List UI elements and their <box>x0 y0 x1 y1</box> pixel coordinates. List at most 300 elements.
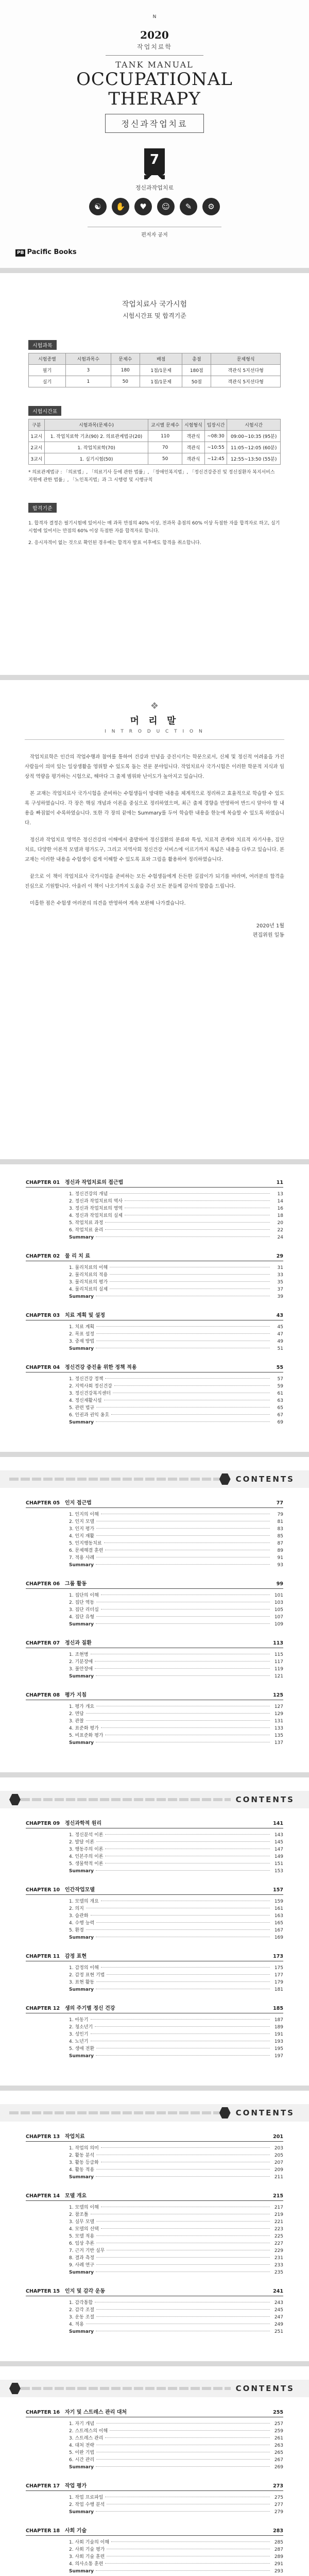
toc-item <box>26 1832 283 1839</box>
subjects-table <box>28 353 281 387</box>
contents-title: CONTENTS <box>235 2384 295 2393</box>
toc-item-page: 249 <box>274 2322 283 2327</box>
toc-item <box>26 2321 283 2328</box>
toc-item-page: 209 <box>274 2167 283 2173</box>
chapter-title: 작업치료 <box>65 2134 85 2140</box>
toc-item-page: 105 <box>274 1607 283 1613</box>
toc-item-page: 197 <box>274 2054 283 2059</box>
toc-item-page: 45 <box>277 1325 283 1330</box>
toc-item-title: 6. 작업치료 윤리 <box>69 1228 104 1233</box>
toc-item-page: 235 <box>274 2270 283 2275</box>
toc-item-page: 109 <box>274 1622 283 1627</box>
toc-item-page: 69 <box>277 1420 283 1425</box>
toc-leader <box>105 1834 270 1835</box>
table-row <box>29 376 281 387</box>
toc-item-title: Summary <box>69 1235 94 1240</box>
toc-item-page: 245 <box>274 2308 283 2313</box>
toc-leader <box>86 1713 270 1714</box>
toc-item <box>26 1383 283 1390</box>
toc-leader <box>86 1720 270 1721</box>
toc-page <box>0 1164 309 1452</box>
toc-item <box>26 1540 283 1547</box>
toc-item <box>26 2269 283 2276</box>
toc-item-page: 93 <box>277 1563 283 1568</box>
banner-stripes <box>21 1798 231 1801</box>
chapter-page: 273 <box>273 2483 283 2489</box>
toc-item <box>26 2152 283 2159</box>
toc-item-title: Summary <box>69 1294 94 1299</box>
toc-leader <box>105 1229 270 1230</box>
toc-item <box>26 1673 283 1680</box>
chapter-page: 173 <box>273 1954 283 1959</box>
toc-item-title: 3. 성인기 <box>69 2032 89 2037</box>
preface-body <box>25 752 284 908</box>
toc-item-title: 4. 활동 적용 <box>69 2167 95 2173</box>
toc-item-page: 177 <box>274 1973 283 1978</box>
toc-item-title: 2. 기분장애 <box>69 1659 93 1665</box>
toc-item <box>26 1272 283 1279</box>
toc-item-page: 293 <box>274 2569 283 2574</box>
toc-leader <box>86 1929 270 1930</box>
heart-icon: ♥ <box>134 198 152 215</box>
chapter-label: CHAPTER 16 <box>26 2410 60 2415</box>
toc-item <box>26 1927 283 1934</box>
toc-item <box>26 1732 283 1739</box>
toc-chapter <box>26 1498 283 1569</box>
toc-leader <box>110 1193 270 1194</box>
table-header-cell: 입장시간 <box>204 419 227 431</box>
toc-item-page: 169 <box>274 1935 283 1940</box>
chapter-title: 감정 표현 <box>65 1954 87 1959</box>
toc-item-title: Summary <box>69 1935 94 1940</box>
chapter-heading <box>26 1311 283 1320</box>
cover-category: 정신과작업치료 <box>135 184 174 191</box>
chapter-page: 125 <box>273 1692 283 1698</box>
toc-item-page: 18 <box>277 1213 283 1218</box>
toc-item-page: 193 <box>274 2039 283 2044</box>
chapter-label: CHAPTER 04 <box>26 1365 60 1370</box>
chapter-title: 생의 주기별 정신 건강 <box>65 2006 115 2011</box>
toc-item-title: 6. 인권과 권익 옹호 <box>69 1413 110 1418</box>
toc-item <box>26 1920 283 1927</box>
toc-chapter <box>26 2481 283 2516</box>
toc-item <box>26 2204 283 2211</box>
toc-leader <box>96 2423 270 2424</box>
toc-item <box>26 2501 283 2509</box>
toc-chapter <box>26 1363 283 1426</box>
toc-item-title: 3. 사회 기술 훈련 <box>69 2554 105 2560</box>
toc-item <box>26 1868 283 1875</box>
toc-item <box>26 1324 283 1331</box>
toc-item <box>26 1725 283 1732</box>
toc-item-page: 285 <box>274 2540 283 2545</box>
chapter-heading <box>26 1363 283 1372</box>
preface-paragraph: 정신과 작업치료 영역은 정신건강의 이해에서 출발하여 정신질환의 분류와 특성, 치료적 관계와 치료적 자기사용, 집단치료, 다양한 이론적 모델과 평가도구, 그리고 지역사회 정신건강 서비스에 이르기까지 폭넓은 내용을 다루고 있습니다. 본 교재는 이러한 내용을 수험생이 쉽게 이해할 수 있도록 표와 그림을 활용하여 정리하였습니다. <box>25 837 284 862</box>
chapter-label: CHAPTER 08 <box>26 1692 60 1698</box>
chapter-page: 241 <box>273 2289 283 2294</box>
hand-icon: ✋ <box>112 198 129 215</box>
toc-item-title: 3. 불안장애 <box>69 1667 93 1672</box>
toc-leader <box>96 2459 270 2460</box>
toc-item-title: 2. 감정 표현 기법 <box>69 1973 105 1978</box>
toc-item <box>26 1518 283 1526</box>
preface-paragraph: 작업치료학은 인간의 작업수행과 참여를 통하여 건강과 안녕을 증진시키는 학문으로서, 신체 및 정신적 어려움을 가진 사람들이 의미 있는 일상생활을 영위할 수 있도록 돕는 전문 분야입니다. 작업치료사 국가시험은 이러한 학문적 지식과 임상적 역량을 평가하는 시험으로, 해마다 그 출제 범위와 난이도가 높아지고 있습니다. <box>25 754 284 779</box>
toc-item-page: 225 <box>274 2234 283 2239</box>
chapter-label: CHAPTER 14 <box>26 2193 60 2199</box>
toc-leader <box>96 1981 270 1982</box>
toc-leader <box>111 1414 270 1415</box>
toc-item-title: 1. 물리치료의 이해 <box>69 1265 108 1270</box>
toc-leader <box>96 1623 270 1624</box>
toc-item-title: 3. 인지 평가 <box>69 1527 95 1532</box>
toc-chapter <box>26 2526 283 2575</box>
table-cell: 객관식 5지선다형 <box>211 365 281 376</box>
toc-item-title: 1. 평가 개요 <box>69 1704 95 1709</box>
toc-item-title: 3. 운동 조절 <box>69 2315 95 2320</box>
toc-item <box>26 1279 283 1286</box>
chapter-page: 55 <box>276 1365 283 1370</box>
table-cell: 2교시 <box>29 442 45 453</box>
toc-item-page: 16 <box>277 1206 283 1211</box>
chapter-label: CHAPTER 12 <box>26 2006 60 2011</box>
toc-item-title: 4. 정신과 작업치료의 실제 <box>69 1213 123 1218</box>
toc-item <box>26 1986 283 1993</box>
toc-item-page: 119 <box>274 1667 283 1672</box>
toc-item-title: 1. 감정의 이해 <box>69 1965 99 1971</box>
toc-item <box>26 1234 283 1241</box>
table-cell: 50 <box>111 376 140 387</box>
toc-item-page: 107 <box>274 1615 283 1620</box>
chapter-heading <box>26 2408 283 2417</box>
toc-item-page: 195 <box>274 2046 283 2052</box>
table-cell: 객관식 <box>182 431 205 442</box>
table-header-cell: 문제수 <box>111 353 140 365</box>
toc-item-page: 191 <box>274 2032 283 2037</box>
toc-item <box>26 1651 283 1658</box>
toc-item-page: 275 <box>274 2495 283 2500</box>
toc-item <box>26 1853 283 1860</box>
volume-badge: 7 <box>144 148 165 175</box>
banner-stripes <box>9 1478 219 1481</box>
toc-item-page: 61 <box>277 1391 283 1396</box>
table-cell: 1교시 <box>29 431 45 442</box>
toc-item-title: 6. 문제해결 훈련 <box>69 1548 104 1553</box>
chapter-label: CHAPTER 09 <box>26 1821 60 1826</box>
toc-item-page: 133 <box>274 1726 283 1731</box>
toc-item-page: 163 <box>274 1913 283 1919</box>
toc-item-page: 59 <box>277 1384 283 1389</box>
table-cell: 09:00~10:35 (95분) <box>227 431 281 442</box>
toc-item-page: 251 <box>274 2329 283 2334</box>
toc-item-page: 229 <box>274 2248 283 2253</box>
toc-item-title: Summary <box>69 1987 94 1992</box>
toc-item-page: 49 <box>277 1339 283 1344</box>
page-gap <box>0 2361 309 2366</box>
toc-item <box>26 1621 283 1628</box>
publisher-mark: PB <box>15 249 25 257</box>
toc-item-page: 81 <box>277 1519 283 1524</box>
schedule-table <box>28 419 281 465</box>
toc-leader <box>96 2466 270 2467</box>
table-header-cell: 총점 <box>182 353 211 365</box>
toc-item-title: 2. 인지 모델 <box>69 1519 95 1524</box>
toc-item-page: 203 <box>274 2146 283 2151</box>
toc-item <box>26 1905 283 1912</box>
toc-item-title: Summary <box>69 1740 94 1745</box>
toc-leader <box>96 2511 270 2512</box>
toc-item-title: 2. 작업 수행 분석 <box>69 2502 105 2507</box>
toc-item <box>26 1404 283 1412</box>
toc-item-title: Summary <box>69 1674 94 1679</box>
toc-item-title: Summary <box>69 2569 94 2574</box>
toc-item-page: 261 <box>274 2436 283 2441</box>
toc-item-title: 4. 노년기 <box>69 2039 89 2044</box>
toc-item-title: 2. 면담 <box>69 1711 84 1717</box>
toc-item-page: 47 <box>277 1332 283 1337</box>
toc-item-page: 161 <box>274 1906 283 1911</box>
cover-mark: N <box>152 14 157 20</box>
toc-item-page: 151 <box>274 1861 283 1867</box>
toc-item-page: 149 <box>274 1854 283 1859</box>
section-label-schedule: 시험시간표 <box>28 406 61 416</box>
toc-item-title: 2. 참조틀 <box>69 2212 89 2217</box>
cover-author: 편저자 공저 <box>141 232 168 238</box>
table-cell: 110 <box>148 431 182 442</box>
toc-leader <box>96 1407 270 1408</box>
toc-leader <box>110 2430 270 2431</box>
toc-item <box>26 1198 283 1205</box>
contents-title: CONTENTS <box>235 2108 295 2117</box>
preface-page <box>0 680 309 1159</box>
toc-item-title: 7. 근거 기반 실무 <box>69 2248 105 2253</box>
toc-item-page: 101 <box>274 1593 283 1598</box>
chapter-heading <box>26 2481 283 2491</box>
toc-item-title: 3. 습관화 <box>69 1913 89 1919</box>
chapter-page: 255 <box>273 2410 283 2415</box>
toc-item-title: 4. 표준화 평가 <box>69 1726 99 1731</box>
toc-leader <box>105 2563 270 2564</box>
toc-item-page: 187 <box>274 2018 283 2023</box>
toc-item <box>26 1212 283 1219</box>
toc-item-page: 103 <box>274 1600 283 1605</box>
toc-item-title: 2. 감각 조절 <box>69 2308 95 2313</box>
toc-leader <box>101 2228 270 2229</box>
toc-item <box>26 1511 283 1518</box>
toc-item <box>26 1839 283 1846</box>
toc-item-page: 129 <box>274 1711 283 1717</box>
toc-item <box>26 1419 283 1426</box>
toc-item-title: 3. 집단 리더십 <box>69 1607 99 1613</box>
toc-item-title: 4. 수행 능력 <box>69 1921 95 1926</box>
toc-item-page: 33 <box>277 1273 283 1278</box>
toc-item-page: 91 <box>277 1555 283 1561</box>
toc-leader <box>101 1727 270 1728</box>
toc-item <box>26 1219 283 1227</box>
toc-item-title: 1. 작업 프로파일 <box>69 2495 104 2500</box>
toc-item-title: 2. 물리치료의 적용 <box>69 1273 108 1278</box>
toc-item-title: 1. 정신건강 정책 <box>69 1377 104 1382</box>
toc-item <box>26 2166 283 2174</box>
contents-title: CONTENTS <box>235 1475 295 1484</box>
table-cell: 180점 <box>182 365 211 376</box>
toc-item <box>26 2159 283 2166</box>
toc-leader <box>96 1564 270 1565</box>
toc-item-title: 2. 활동 분석 <box>69 2153 95 2158</box>
chapter-title: 모델 개요 <box>65 2193 87 2199</box>
toc-item <box>26 1562 283 1569</box>
toc-item <box>26 1376 283 1383</box>
toc-item-title: 1. 감각통합 <box>69 2300 93 2306</box>
preface-divider <box>25 739 284 740</box>
toc-item-title: 1. 사회 기술의 이해 <box>69 2540 110 2545</box>
toc-item-title: 5. 환경 <box>69 1928 84 1933</box>
toc-item <box>26 1592 283 1599</box>
exam-info-subtitle: 시험시간표 및 합격기준 <box>123 312 186 319</box>
toc-item-title: Summary <box>69 2054 94 2059</box>
preface-signature: 편집위원 일동 <box>252 933 284 938</box>
toc-item-page: 205 <box>274 2153 283 2158</box>
toc-item <box>26 1979 283 1986</box>
toc-item <box>26 2328 283 2335</box>
cover-subject-box: 정신과작업치료 <box>105 114 203 133</box>
toc-item-page: 181 <box>274 1987 283 1992</box>
toc-leader <box>91 2019 270 2020</box>
toc-item-title: Summary <box>69 2329 94 2334</box>
toc-item-title: 2. 목표 설정 <box>69 1332 95 1337</box>
toc-item <box>26 1554 283 1562</box>
toc-item-page: 35 <box>277 1280 283 1285</box>
chapter-heading <box>26 2132 283 2142</box>
toc-item-page: 51 <box>277 1346 283 1351</box>
chapter-title: 평가 지침 <box>65 1692 87 1698</box>
toc-chapter <box>26 1579 283 1628</box>
toc-item-title: 2. 정신과 작업치료의 역사 <box>69 1199 123 1204</box>
chapter-page: 43 <box>276 1313 283 1318</box>
toc-item-page: 247 <box>274 2315 283 2320</box>
table-cell: 1 <box>65 376 111 387</box>
toc-item-title: 1. 인지의 이해 <box>69 1512 99 1517</box>
toc-item <box>26 2045 283 2053</box>
toc-item-page: 89 <box>277 1548 283 1553</box>
toc-item-page: 87 <box>277 1541 283 1546</box>
toc-item <box>26 1412 283 1419</box>
toc-item-page: 143 <box>274 1833 283 1838</box>
toc-item-page: 37 <box>277 1287 283 1292</box>
toc-item <box>26 1912 283 1920</box>
toc-item-title: 3. 정신과 작업치료의 영역 <box>69 1206 123 1211</box>
toc-leader <box>96 2055 270 2056</box>
preface-paragraph: 미흡한 점은 수험생 여러분의 의견을 반영하여 계속 보완해 나가겠습니다. <box>30 901 186 906</box>
toc-leader <box>114 1385 270 1386</box>
table-header-cell: 시험과목수 <box>65 353 111 365</box>
table-cell: 180 <box>111 365 140 376</box>
toc-leader <box>96 1421 270 1422</box>
chapter-label: CHAPTER 06 <box>26 1581 60 1587</box>
table-cell: 1점/1문제 <box>140 376 182 387</box>
table-cell: 객관식 <box>182 453 205 465</box>
toc-item-page: 153 <box>274 1869 283 1874</box>
toc-item-title: 6. 임상 추론 <box>69 2241 95 2246</box>
toc-item <box>26 1397 283 1404</box>
toc-item-title: Summary <box>69 1420 94 1425</box>
contents-banner <box>0 1470 309 1488</box>
toc-item-page: 219 <box>274 2212 283 2217</box>
toc-item-title: 1. 아동기 <box>69 2018 89 2023</box>
toc-chapter <box>26 1251 283 1300</box>
toc-item <box>26 1860 283 1868</box>
toc-item-title: 4. 인지 재활 <box>69 1534 95 1539</box>
toc-item-title: 4. 적용 <box>69 2322 84 2327</box>
page-gap <box>0 1452 309 1457</box>
toc-item-page: 159 <box>274 1899 283 1904</box>
toc-item <box>26 1606 283 1614</box>
toc-item <box>26 2262 283 2269</box>
brain-icon: ☯ <box>89 198 107 215</box>
toc-item-title: 3. 행동주의 이론 <box>69 1847 104 1852</box>
toc-item <box>26 1666 283 1673</box>
toc-item-page: 67 <box>277 1413 283 1418</box>
toc-item-page: 167 <box>274 1928 283 1933</box>
section-label-pass: 합격기준 <box>28 503 57 513</box>
toc-item <box>26 2247 283 2255</box>
chapter-title: 인지 및 감각 운동 <box>65 2289 106 2294</box>
toc-item-page: 22 <box>277 1228 283 1233</box>
toc-item-page: 227 <box>274 2241 283 2246</box>
cover-tank-manual: TANK MANUAL <box>115 60 194 70</box>
chapter-page: 141 <box>273 1821 283 1826</box>
toc-item-title: 2. 사회 기술 평가 <box>69 2547 105 2552</box>
toc-item-title: 8. 결과 측정 <box>69 2256 95 2261</box>
toc-item-title: 4. 의사소통 훈련 <box>69 2562 104 2567</box>
chapter-title: 정신과 작업치료의 접근법 <box>65 1180 124 1185</box>
toc-item-title: 3. 실무 모델 <box>69 2219 95 2225</box>
toc-chapter <box>26 1819 283 1875</box>
chapter-title: 물 리 치 료 <box>65 1253 91 1259</box>
toc-item <box>26 2314 283 2321</box>
toc-item <box>26 2568 283 2575</box>
toc-leader <box>96 2264 270 2265</box>
cover-korean-title: 작업치료학 <box>137 43 172 50</box>
toc-item <box>26 1191 283 1198</box>
chapter-heading <box>26 1579 283 1589</box>
toc-item-title: 2. 지역사회 정신건강 <box>69 1384 112 1389</box>
toc-item-title: 2. 청소년기 <box>69 2025 93 2030</box>
chapter-label: CHAPTER 10 <box>26 1887 60 1893</box>
chapter-title: 치료 계획 및 설정 <box>65 1313 106 1318</box>
chapter-page: 215 <box>273 2193 283 2199</box>
toc-chapter <box>26 2191 283 2276</box>
toc-item-title: 3. 표현 활동 <box>69 1980 95 1985</box>
toc-leader <box>91 2033 270 2034</box>
chapter-title: 인지 접근법 <box>65 1500 92 1506</box>
table-header-cell: 시험과목(문제수) <box>44 419 148 431</box>
toc-item <box>26 1345 283 1352</box>
table-cell: 50점 <box>182 376 211 387</box>
gear-icon: ⚙ <box>202 198 220 215</box>
toc-leader <box>96 2257 270 2258</box>
chapter-label: CHAPTER 17 <box>26 2483 60 2489</box>
toc-leader <box>96 1236 270 1237</box>
hexagon-icon <box>219 1473 231 1485</box>
chapter-heading <box>26 2004 283 2013</box>
cover-divider <box>106 55 203 56</box>
contents-banner <box>0 1791 309 1808</box>
toc-item-page: 189 <box>274 2025 283 2030</box>
chapter-label: CHAPTER 02 <box>26 1253 60 1259</box>
toc-item <box>26 1614 283 1621</box>
cover-year: 2020 <box>140 29 169 41</box>
toc-item-title: 1. 작업의 의미 <box>69 2146 99 2151</box>
